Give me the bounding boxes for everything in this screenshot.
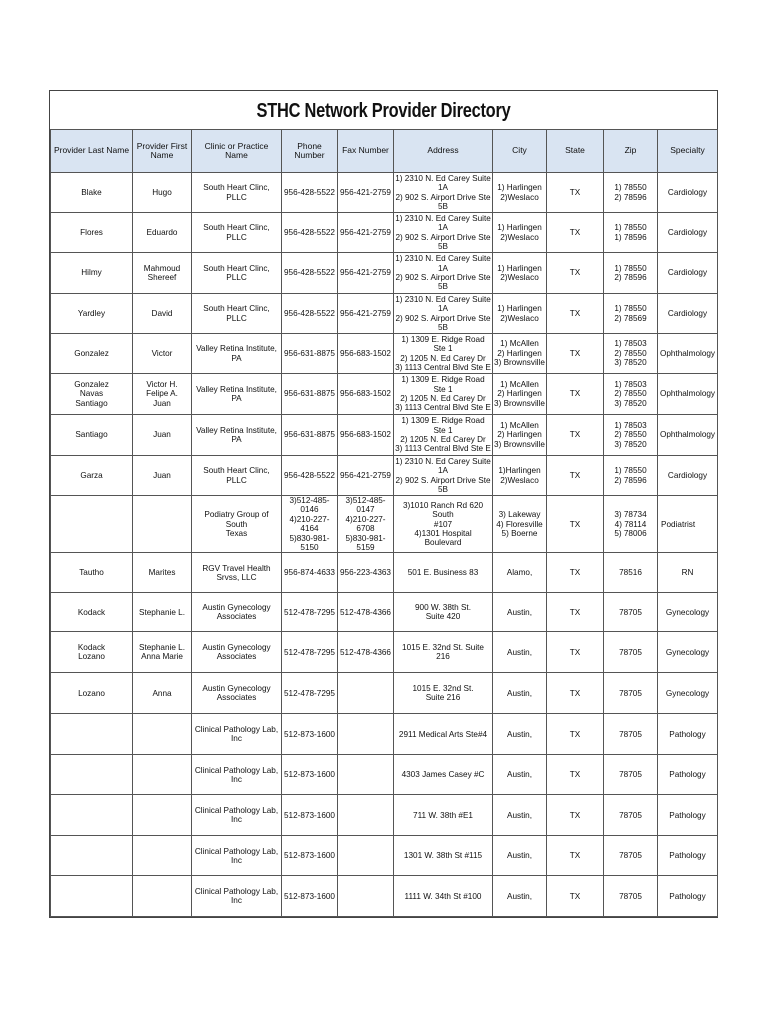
cell-clinic: RGV Travel Health Srvss, LLC	[192, 553, 282, 593]
cell-clinic: South Heart Clinc, PLLC	[192, 456, 282, 496]
cell-clinic: Clinical Pathology Lab, Inc	[192, 795, 282, 836]
cell-specialty: Cardiology	[658, 456, 718, 496]
cell-first: Juan	[133, 415, 192, 456]
table-row	[51, 253, 718, 294]
cell-clinic: South Heart Clinc, PLLC	[192, 294, 282, 334]
cell-zip: 1) 78550 2) 78596	[604, 456, 658, 496]
header-zip: Zip	[604, 130, 658, 173]
cell-address: 1) 2310 N. Ed Carey Suite 1A 2) 902 S. Airport Drive Ste 5B	[395, 456, 491, 494]
cell-clinic: Clinical Pathology Lab, Inc	[192, 836, 282, 876]
cell-city: 1) McAllen 2) Harlingen 3) Brownsville	[493, 415, 547, 456]
cell-first	[133, 795, 192, 836]
cell-phone: 956-631-8875	[282, 374, 338, 415]
cell-state: TX	[547, 415, 604, 456]
cell-last: Tautho	[51, 553, 133, 593]
cell-clinic: South Heart Clinc, PLLC	[192, 173, 282, 213]
cell-specialty: Gynecology	[658, 632, 718, 673]
cell-phone: 956-428-5522	[282, 253, 338, 294]
cell-phone: 512-873-1600	[282, 876, 338, 917]
cell-fax: 956-421-2759	[338, 253, 394, 294]
cell-first: Eduardo	[133, 213, 192, 253]
cell-state: TX	[547, 213, 604, 253]
table-row	[51, 553, 718, 593]
cell-address: 4303 James Casey #C	[394, 755, 493, 795]
cell-phone: 512-478-7295	[282, 593, 338, 632]
cell-zip: 78705	[604, 795, 658, 836]
cell-state: TX	[547, 593, 604, 632]
cell-city: 1) Harlingen 2)Weslaco	[493, 173, 547, 213]
cell-clinic: Podiatry Group of South Texas	[192, 496, 282, 553]
cell-address: 1) 2310 N. Ed Carey Suite 1A 2) 902 S. Airport Drive Ste 5B	[395, 294, 491, 332]
header-city: City	[493, 130, 547, 173]
cell-city: Austin,	[493, 836, 547, 876]
header-specialty: Specialty	[658, 130, 718, 173]
cell-first: Marites	[133, 553, 192, 593]
table-row	[51, 593, 718, 632]
cell-city: Austin,	[493, 673, 547, 714]
cell-state: TX	[547, 795, 604, 836]
cell-city: 1) Harlingen 2)Weslaco	[493, 294, 547, 334]
cell-phone: 512-873-1600	[282, 836, 338, 876]
cell-specialty: Gynecology	[658, 593, 718, 632]
header-first-name: Provider First Name	[133, 130, 192, 173]
cell-fax: 956-421-2759	[338, 456, 394, 496]
cell-phone: 956-631-8875	[282, 334, 338, 374]
cell-specialty: Pathology	[658, 836, 718, 876]
cell-last	[51, 755, 133, 795]
cell-zip: 78705	[604, 714, 658, 755]
cell-first: Hugo	[133, 173, 192, 213]
cell-zip: 78705	[604, 836, 658, 876]
cell-city: Austin,	[493, 714, 547, 755]
cell-last	[51, 795, 133, 836]
cell-phone: 512-478-7295	[282, 673, 338, 714]
provider-table	[50, 129, 718, 917]
cell-first	[133, 836, 192, 876]
table-row	[51, 334, 718, 374]
cell-state: TX	[547, 755, 604, 795]
header-last-name: Provider Last Name	[51, 130, 133, 173]
table-body	[51, 173, 718, 917]
cell-last: Yardley	[51, 294, 133, 334]
cell-last: Kodack Lozano	[51, 632, 133, 673]
cell-city: Austin,	[493, 593, 547, 632]
cell-address: 1) 1309 E. Ridge Road Ste 1 2) 1205 N. Ed Carey Dr 3) 1113 Central Blvd Ste E	[394, 374, 493, 415]
cell-specialty: Gynecology	[658, 673, 718, 714]
cell-zip: 1) 78503 2) 78550 3) 78520	[604, 415, 658, 456]
cell-clinic: Clinical Pathology Lab, Inc	[192, 755, 282, 795]
cell-fax	[338, 876, 394, 917]
table-row	[51, 755, 718, 795]
cell-last: Hilmy	[51, 253, 133, 294]
cell-fax	[338, 755, 394, 795]
cell-first: Mahmoud Shereef	[133, 253, 192, 294]
cell-last: Kodack	[51, 593, 133, 632]
table-row	[51, 714, 718, 755]
cell-city: Austin,	[493, 795, 547, 836]
cell-zip: 1) 78550 2) 78569	[604, 294, 658, 334]
cell-phone: 956-428-5522	[282, 294, 338, 334]
cell-fax: 3)512-485-0147 4)210-227-6708 5)830-981-5159	[338, 496, 394, 553]
cell-last: Santiago	[51, 415, 133, 456]
cell-address: 1015 E. 32nd St. Suite 216	[394, 632, 493, 673]
cell-fax: 956-683-1502	[338, 415, 394, 456]
cell-last: Gonzalez Navas Santiago	[51, 374, 133, 415]
cell-clinic: Valley Retina Institute, PA	[192, 374, 282, 415]
cell-state: TX	[547, 714, 604, 755]
cell-state: TX	[547, 496, 604, 553]
table-row	[51, 836, 718, 876]
cell-phone: 956-428-5522	[282, 213, 338, 253]
cell-fax: 956-421-2759	[338, 213, 394, 253]
cell-zip: 78705	[604, 673, 658, 714]
cell-city: Austin,	[493, 755, 547, 795]
cell-state: TX	[547, 836, 604, 876]
cell-first: Juan	[133, 456, 192, 496]
cell-specialty: RN	[658, 553, 718, 593]
cell-clinic: South Heart Clinc, PLLC	[192, 253, 282, 294]
cell-city: 1)Harlingen 2)Weslaco	[493, 456, 547, 496]
cell-specialty: Pathology	[658, 876, 718, 917]
cell-clinic: Clinical Pathology Lab, Inc	[192, 876, 282, 917]
cell-last: Flores	[51, 213, 133, 253]
cell-phone: 956-428-5522	[282, 456, 338, 496]
cell-phone: 956-631-8875	[282, 415, 338, 456]
table-row	[51, 673, 718, 714]
header-address: Address	[394, 130, 493, 173]
cell-clinic: South Heart Clinc, PLLC	[192, 213, 282, 253]
cell-city: 3) Lakeway 4) Floresville 5) Boerne	[493, 496, 547, 553]
table-row	[51, 795, 718, 836]
cell-zip: 1) 78550 2) 78596	[604, 253, 658, 294]
cell-first: Stephanie L. Anna Marie	[133, 632, 192, 673]
cell-specialty: Cardiology	[658, 294, 718, 334]
cell-zip: 78516	[604, 553, 658, 593]
cell-first	[133, 876, 192, 917]
cell-city: Alamo,	[493, 553, 547, 593]
cell-address: 1301 W. 38th St #115	[394, 836, 493, 876]
cell-city: 1) McAllen 2) Harlingen 3) Brownsville	[493, 374, 547, 415]
cell-state: TX	[547, 456, 604, 496]
cell-specialty: Pathology	[658, 714, 718, 755]
table-row	[51, 374, 718, 415]
cell-address: 1) 1309 E. Ridge Road Ste 1 2) 1205 N. Ed Carey Dr 3) 1113 Central Blvd Ste E	[394, 415, 493, 456]
cell-fax: 956-683-1502	[338, 374, 394, 415]
cell-first: Stephanie L.	[133, 593, 192, 632]
cell-fax: 956-421-2759	[338, 294, 394, 334]
cell-specialty: Cardiology	[658, 173, 718, 213]
table-header-row	[51, 130, 718, 173]
cell-zip: 3) 78734 4) 78114 5) 78006	[604, 496, 658, 553]
cell-phone: 956-428-5522	[282, 173, 338, 213]
table-row	[51, 415, 718, 456]
cell-phone: 512-873-1600	[282, 714, 338, 755]
cell-clinic: Austin Gynecology Associates	[192, 593, 282, 632]
cell-zip: 1) 78550 2) 78596	[604, 173, 658, 213]
table-row	[51, 456, 718, 496]
header-fax: Fax Number	[338, 130, 394, 173]
cell-city: 1) Harlingen 2)Weslaco	[493, 213, 547, 253]
cell-address: 711 W. 38th #E1	[394, 795, 493, 836]
table-row	[51, 173, 718, 213]
cell-state: TX	[547, 374, 604, 415]
cell-last: Blake	[51, 173, 133, 213]
cell-phone: 512-873-1600	[282, 755, 338, 795]
cell-specialty: Cardiology	[658, 213, 718, 253]
cell-address: 501 E. Business 83	[394, 553, 493, 593]
cell-first	[133, 755, 192, 795]
cell-fax	[338, 836, 394, 876]
cell-city: Austin,	[493, 876, 547, 917]
cell-zip: 78705	[604, 593, 658, 632]
cell-state: TX	[547, 294, 604, 334]
table-row	[51, 496, 718, 553]
cell-state: TX	[547, 253, 604, 294]
table-row	[51, 876, 718, 917]
cell-last: Garza	[51, 456, 133, 496]
cell-zip: 78705	[604, 632, 658, 673]
table-row	[51, 213, 718, 253]
cell-last	[51, 496, 133, 553]
header-clinic: Clinic or Practice Name	[192, 130, 282, 173]
cell-first: Anna	[133, 673, 192, 714]
cell-zip: 1) 78503 2) 78550 3) 78520	[604, 334, 658, 374]
cell-phone: 512-873-1600	[282, 795, 338, 836]
provider-directory-sheet	[49, 90, 718, 918]
cell-clinic: Valley Retina Institute, PA	[192, 415, 282, 456]
cell-fax	[338, 714, 394, 755]
cell-clinic: Clinical Pathology Lab, Inc	[192, 714, 282, 755]
cell-specialty: Ophthalmology	[658, 374, 718, 415]
cell-address: 2911 Medical Arts Ste#4	[394, 714, 493, 755]
cell-first: Victor H. Felipe A. Juan	[133, 374, 192, 415]
cell-first: Victor	[133, 334, 192, 374]
cell-address: 3)1010 Ranch Rd 620 South #107 4)1301 Hospital Boulevard	[394, 496, 493, 553]
cell-fax	[338, 795, 394, 836]
cell-address: 1) 2310 N. Ed Carey Suite 1A 2) 902 S. Airport Drive Ste 5B	[395, 173, 491, 211]
table-row	[51, 294, 718, 334]
page-title: STHC Network Provider Directory	[256, 100, 511, 122]
cell-fax: 512-478-4366	[338, 632, 394, 673]
cell-zip: 1) 78503 2) 78550 3) 78520	[604, 374, 658, 415]
cell-phone: 3)512-485-0146 4)210-227-4164 5)830-981-5150	[282, 496, 338, 553]
cell-address: 1111 W. 34th St #100	[394, 876, 493, 917]
cell-state: TX	[547, 673, 604, 714]
cell-fax: 512-478-4366	[338, 593, 394, 632]
cell-city: Austin,	[493, 632, 547, 673]
cell-phone: 956-874-4633	[282, 553, 338, 593]
cell-specialty: Pathology	[658, 755, 718, 795]
cell-address: 900 W. 38th St. Suite 420	[394, 593, 493, 632]
cell-fax: 956-683-1502	[338, 334, 394, 374]
cell-address: 1015 E. 32nd St. Suite 216	[394, 673, 493, 714]
cell-clinic: Austin Gynecology Associates	[192, 632, 282, 673]
cell-specialty: Ophthalmology	[658, 334, 718, 374]
table-row	[51, 632, 718, 673]
cell-first: David	[133, 294, 192, 334]
cell-specialty: Cardiology	[658, 253, 718, 294]
cell-fax	[338, 673, 394, 714]
cell-fax: 956-223-4363	[338, 553, 394, 593]
cell-fax: 956-421-2759	[338, 173, 394, 213]
cell-state: TX	[547, 553, 604, 593]
header-state: State	[547, 130, 604, 173]
cell-last	[51, 714, 133, 755]
cell-clinic: Austin Gynecology Associates	[192, 673, 282, 714]
cell-city: 1) Harlingen 2)Weslaco	[493, 253, 547, 294]
cell-last	[51, 876, 133, 917]
cell-zip: 78705	[604, 876, 658, 917]
header-phone: Phone Number	[282, 130, 338, 173]
cell-zip: 1) 78550 1) 78596	[604, 213, 658, 253]
cell-first	[133, 714, 192, 755]
cell-last: Lozano	[51, 673, 133, 714]
cell-specialty: Ophthalmology	[658, 415, 718, 456]
cell-specialty: Podiatrist	[658, 496, 718, 553]
cell-address: 1) 2310 N. Ed Carey Suite 1A 2) 902 S. Airport Drive Ste 5B	[394, 253, 493, 294]
cell-state: TX	[547, 876, 604, 917]
cell-state: TX	[547, 334, 604, 374]
cell-phone: 512-478-7295	[282, 632, 338, 673]
cell-state: TX	[547, 173, 604, 213]
cell-address: 1) 1309 E. Ridge Road Ste 1 2) 1205 N. Ed Carey Dr 3) 1113 Central Blvd Ste E	[395, 334, 491, 372]
cell-address: 1) 2310 N. Ed Carey Suite 1A 2) 902 S. Airport Drive Ste 5B	[395, 213, 491, 251]
cell-last: Gonzalez	[51, 334, 133, 374]
cell-city: 1) McAllen 2) Harlingen 3) Brownsville	[493, 334, 547, 374]
cell-clinic: Valley Retina Institute, PA	[192, 334, 282, 374]
cell-zip: 78705	[604, 755, 658, 795]
cell-last	[51, 836, 133, 876]
cell-specialty: Pathology	[658, 795, 718, 836]
cell-state: TX	[547, 632, 604, 673]
cell-first	[133, 496, 192, 553]
